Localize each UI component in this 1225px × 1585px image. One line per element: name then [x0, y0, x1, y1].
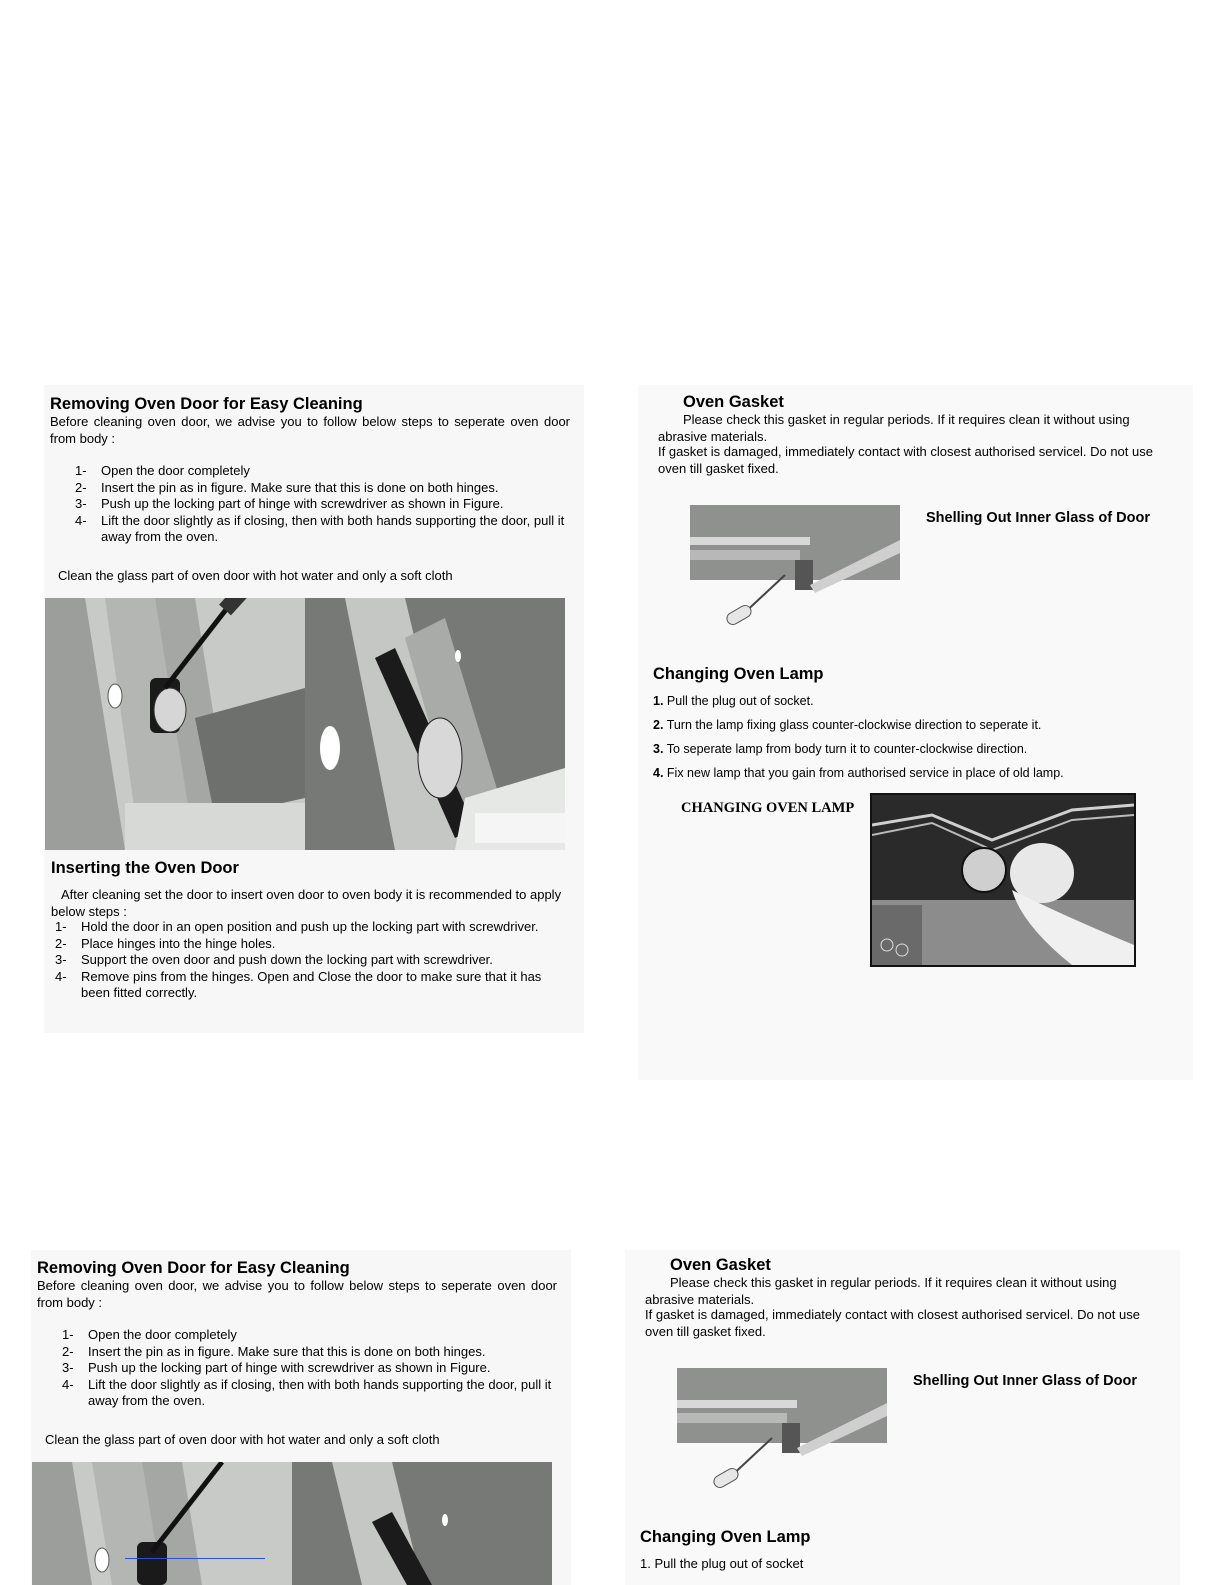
- hinge-figure-icon: [45, 598, 565, 850]
- gasket-para-1-b: Please check this gasket in regular periods. If it requires clean it without using abrasive materials.: [645, 1275, 1117, 1307]
- hinge-figure-icon: [32, 1462, 552, 1585]
- list-item: 4- Remove pins from the hinges. Open and Close the door to make sure that it has been fitted correctly.: [55, 968, 542, 1000]
- list-item: 2. Turn the lamp fixing glass counter-clockwise direction to seperate it.: [653, 718, 1042, 732]
- inserting-title: Inserting the Oven Door: [51, 859, 239, 877]
- clean-note: Clean the glass part of oven door with hot water and only a soft cloth: [58, 568, 453, 583]
- gasket-title-2: Oven Gasket: [670, 1256, 771, 1274]
- link-underline: [125, 1558, 265, 1559]
- list-item: 4- Lift the door slightly as if closing, then with both hands supporting the door, pull it away from the oven.: [75, 512, 565, 544]
- list-item: 4- Lift the door slightly as if closing, then with both hands supporting the door, pull it away from the oven.: [62, 1376, 552, 1408]
- gasket-para-2: If gasket is damaged, immediately contact with closest authorised servicel. Do not use oven till gasket fixed.: [658, 444, 1153, 476]
- list-item: 3. To seperate lamp from body turn it to counter-clockwise direction.: [653, 742, 1028, 756]
- door-glass-figure-icon: [677, 1368, 897, 1493]
- list-item: 1. Pull the plug out of socket.: [653, 694, 814, 708]
- list-item: 1- Open the door completely: [62, 1327, 237, 1342]
- removing-steps: [75, 463, 570, 546]
- removing-title: Removing Oven Door for Easy Cleaning: [50, 395, 363, 413]
- gasket-para-2-b: If gasket is damaged, immediately contact with closest authorised servicel. Do not use oven till gasket fixed.: [645, 1307, 1140, 1339]
- shelling-caption-2: Shelling Out Inner Glass of Door: [913, 1373, 1137, 1389]
- list-item: 1- Hold the door in an open position and push up the locking part with screwdriver.: [55, 919, 539, 934]
- inserting-intro: After cleaning set the door to insert oven door to oven body it is recommended to apply below steps :: [51, 887, 562, 919]
- list-item: 3- Push up the locking part of hinge with screwdriver as shown in Figure.: [62, 1360, 491, 1375]
- shelling-caption: Shelling Out Inner Glass of Door: [926, 510, 1150, 526]
- removing-intro-2: Before cleaning oven door, we advise you to follow below steps to seperate oven door from body :: [37, 1278, 557, 1310]
- door-glass-figure-icon: [690, 505, 910, 630]
- lamp-figure-caption: CHANGING OVEN LAMP: [681, 800, 855, 816]
- list-item: 2- Insert the pin as in figure. Make sure that this is done on both hinges.: [62, 1343, 486, 1359]
- list-item: 4. Fix new lamp that you gain from authorised service in place of old lamp.: [653, 766, 1064, 780]
- list-item: 3- Push up the locking part of hinge with screwdriver as shown in Figure.: [75, 496, 504, 511]
- lamp-steps: [653, 689, 1064, 785]
- lamp-step-1-partial: 1. Pull the plug out of socket: [640, 1556, 804, 1571]
- list-item: 1- Open the door completely: [75, 463, 250, 478]
- gasket-para-1: Please check this gasket in regular periods. If it requires clean it without using abrasive materials.: [658, 412, 1130, 444]
- lamp-title-2: Changing Oven Lamp: [640, 1528, 811, 1546]
- list-item: 2- Insert the pin as in figure. Make sure that this is done on both hinges.: [75, 479, 499, 495]
- clean-note-2: Clean the glass part of oven door with hot water and only a soft cloth: [45, 1432, 440, 1447]
- list-item: 2- Place hinges into the hinge holes.: [55, 935, 276, 951]
- gasket-title: Oven Gasket: [683, 393, 784, 411]
- removing-title-2: Removing Oven Door for Easy Cleaning: [37, 1259, 350, 1277]
- inserting-steps: [55, 919, 570, 1002]
- lamp-title: Changing Oven Lamp: [653, 665, 824, 683]
- lamp-figure-icon: [870, 793, 1136, 967]
- removing-intro: Before cleaning oven door, we advise you to follow below steps to seperate oven door from body :: [50, 414, 570, 446]
- removing-steps-2: [62, 1327, 557, 1410]
- list-item: 3- Support the oven door and push down the locking part with screwdriver.: [55, 952, 493, 967]
